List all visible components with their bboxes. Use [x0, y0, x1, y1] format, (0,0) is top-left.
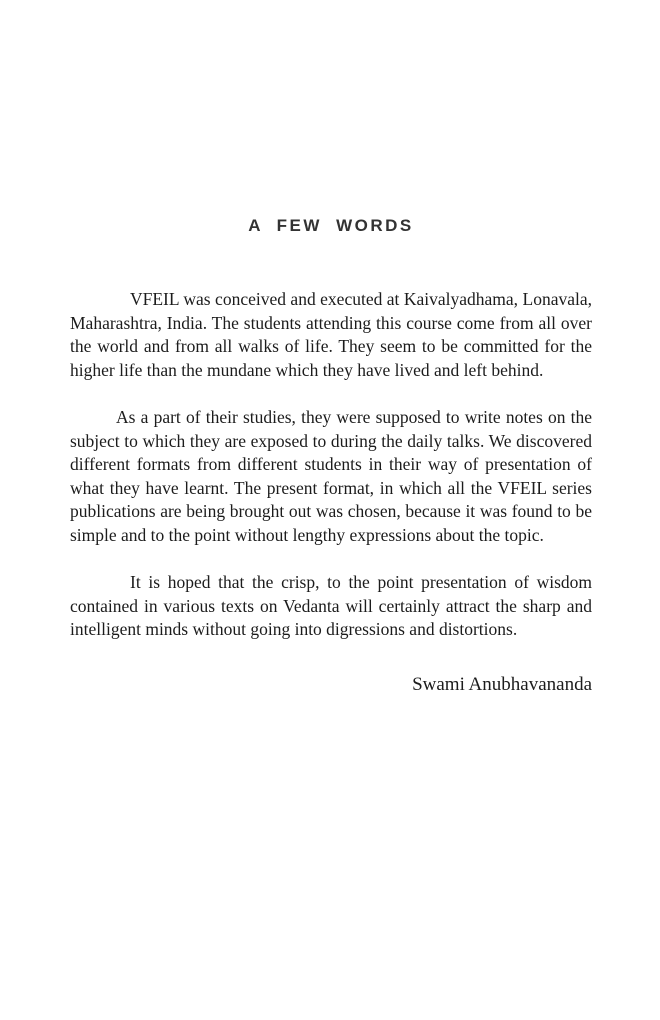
paragraph-1: VFEIL was conceived and executed at Kaivalyadhama, Lonavala, Maharashtra, India. The students attending this course come from all over the world and from all walks of life. They seem to be committed for the higher life than the mundane which they have lived and left behind. [70, 289, 592, 380]
page-title: A FEW WORDS [248, 216, 414, 235]
author-signature: Swami Anubhavananda [412, 673, 592, 695]
body-text [70, 288, 592, 642]
page-content [70, 0, 592, 696]
paragraph-2: As a part of their studies, they were supposed to write notes on the subject to which they are exposed to during the daily talks. We discovered different formats from different students in their way of presentation of what they have learnt. The present format, in which all the VFEIL series publications are being brought out was chosen, because it was found to be simple and to the point without lengthy expressions about the topic. [70, 407, 592, 545]
paragraph-3: It is hoped that the crisp, to the point presentation of wisdom contained in various texts on Vedanta will certainly attract the sharp and intelligent minds without going into digressions and distortions. [70, 572, 592, 639]
